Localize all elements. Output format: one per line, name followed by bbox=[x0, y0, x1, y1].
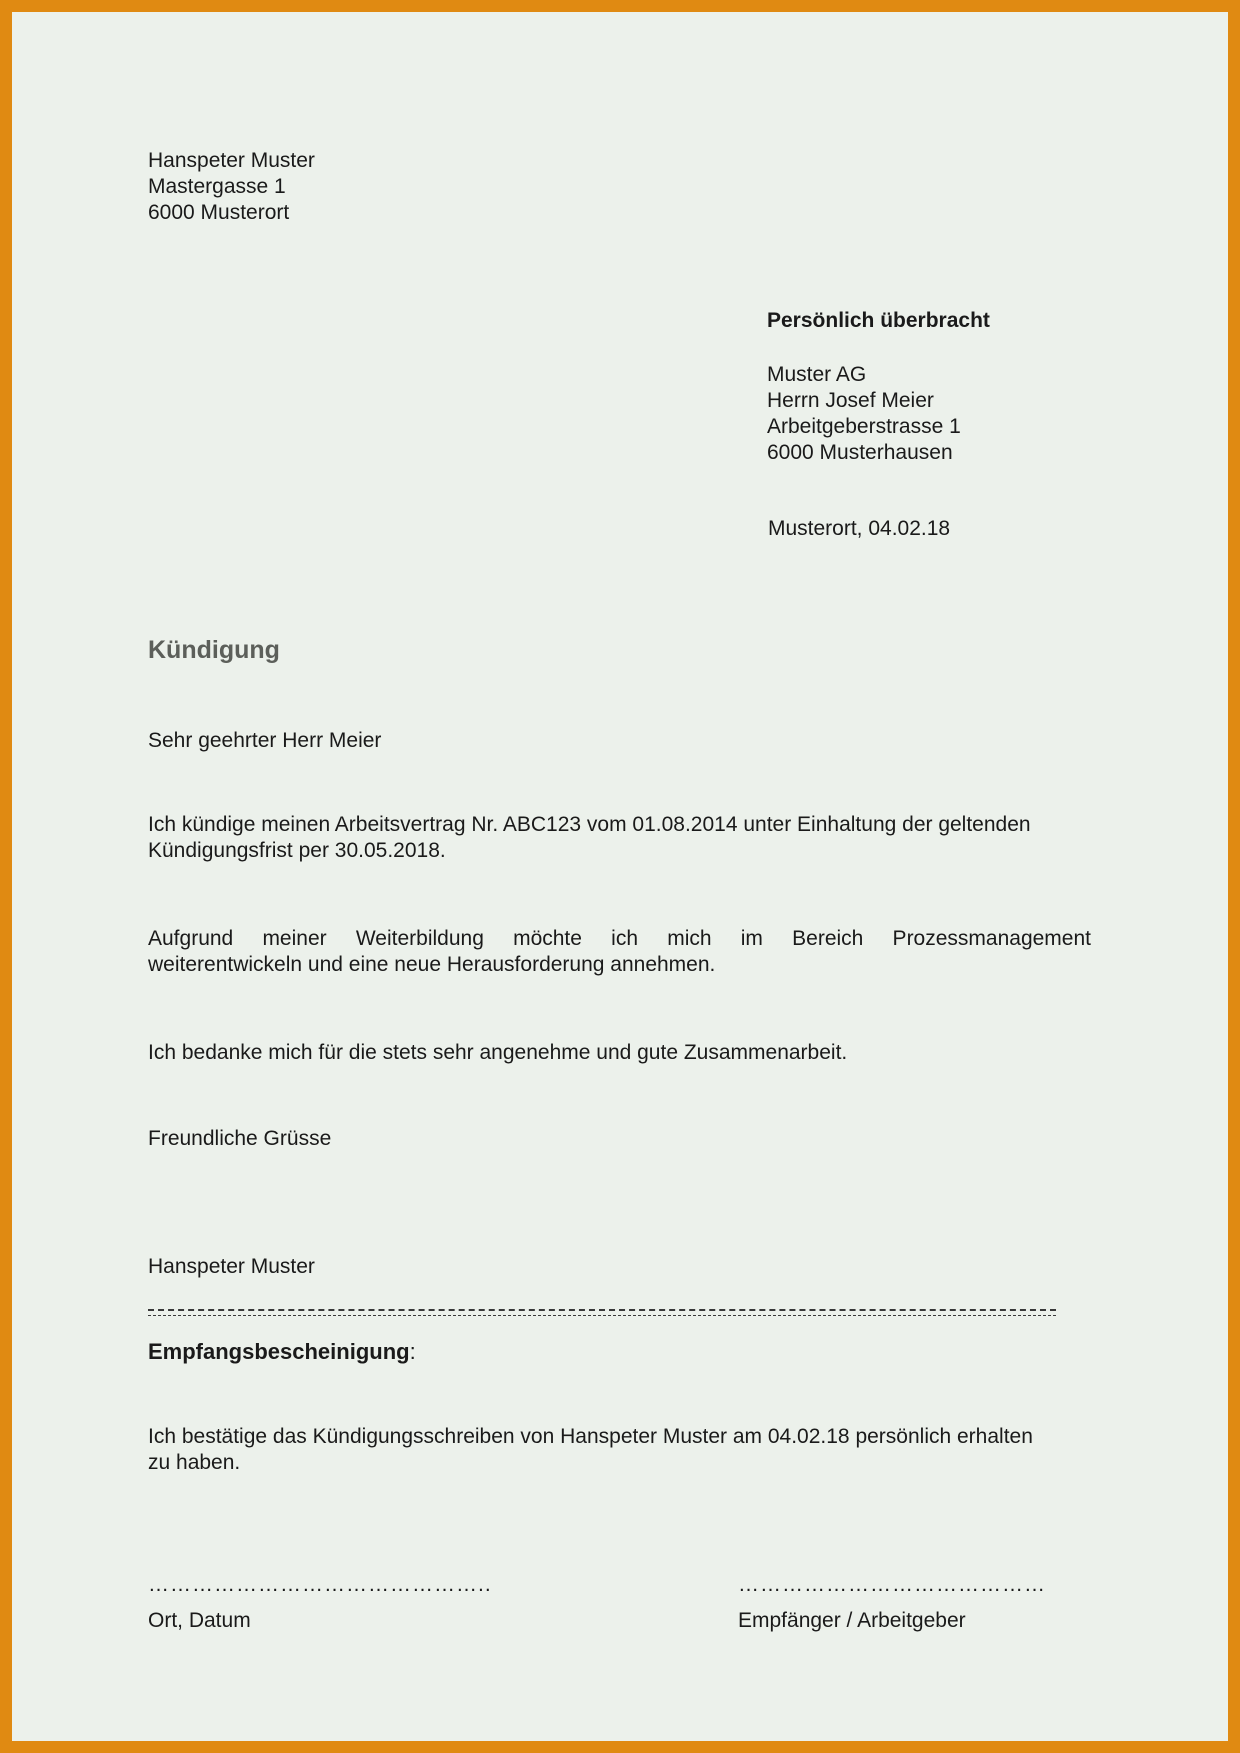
recipient-city: 6000 Musterhausen bbox=[767, 441, 953, 464]
cut-line-divider bbox=[148, 1309, 1056, 1316]
subject-heading: Kündigung bbox=[148, 636, 280, 664]
recipient-person: Herrn Josef Meier bbox=[767, 389, 934, 412]
paragraph-reason-line2: weiterentwickeln und eine neue Herausforderung annehmen. bbox=[148, 953, 716, 976]
recipient-label: Empfänger / Arbeitgeber bbox=[738, 1609, 966, 1632]
paragraph-reason bbox=[148, 926, 1091, 978]
paragraph-reason-line1: Aufgrund meiner Weiterbildung möchte ich mich im Bereich Prozessmanagement bbox=[148, 927, 1091, 950]
letter-page bbox=[12, 12, 1228, 1741]
place-date-signature-line: ……………………………………….. bbox=[148, 1573, 492, 1596]
recipient-company: Muster AG bbox=[767, 363, 867, 386]
receipt-heading bbox=[148, 1339, 416, 1365]
recipient-address bbox=[767, 362, 961, 466]
sender-name: Hanspeter Muster bbox=[148, 149, 315, 172]
receipt-text-line2: zu haben. bbox=[148, 1451, 241, 1474]
sender-city: 6000 Musterort bbox=[148, 201, 290, 224]
receipt-text-line1: Ich bestätige das Kündigungsschreiben von Hanspeter Muster am 04.02.18 persönlich erhalten bbox=[148, 1425, 1033, 1448]
salutation: Sehr geehrter Herr Meier bbox=[148, 729, 382, 752]
place-date-label: Ort, Datum bbox=[148, 1609, 251, 1632]
paragraph-termination bbox=[148, 812, 1091, 864]
sender-address bbox=[148, 148, 315, 226]
paragraph-termination-line2: Kündigungsfrist per 30.05.2018. bbox=[148, 839, 446, 862]
receipt-heading-colon: : bbox=[409, 1339, 416, 1364]
delivery-note: Persönlich überbracht bbox=[767, 309, 990, 332]
recipient-signature-line: …………………………………… bbox=[738, 1573, 1046, 1596]
receipt-text bbox=[148, 1424, 1033, 1476]
recipient-street: Arbeitgeberstrasse 1 bbox=[767, 415, 961, 438]
paragraph-thanks: Ich bedanke mich für die stets sehr angenehme und gute Zusammenarbeit. bbox=[148, 1041, 848, 1064]
closing: Freundliche Grüsse bbox=[148, 1127, 332, 1150]
sender-street: Mastergasse 1 bbox=[148, 175, 286, 198]
receipt-heading-text: Empfangsbescheinigung bbox=[148, 1339, 410, 1364]
place-date: Musterort, 04.02.18 bbox=[768, 517, 951, 540]
signature-name: Hanspeter Muster bbox=[148, 1255, 315, 1278]
paragraph-termination-line1: Ich kündige meinen Arbeitsvertrag Nr. ABC123 vom 01.08.2014 unter Einhaltung der geltenden bbox=[148, 813, 1031, 836]
